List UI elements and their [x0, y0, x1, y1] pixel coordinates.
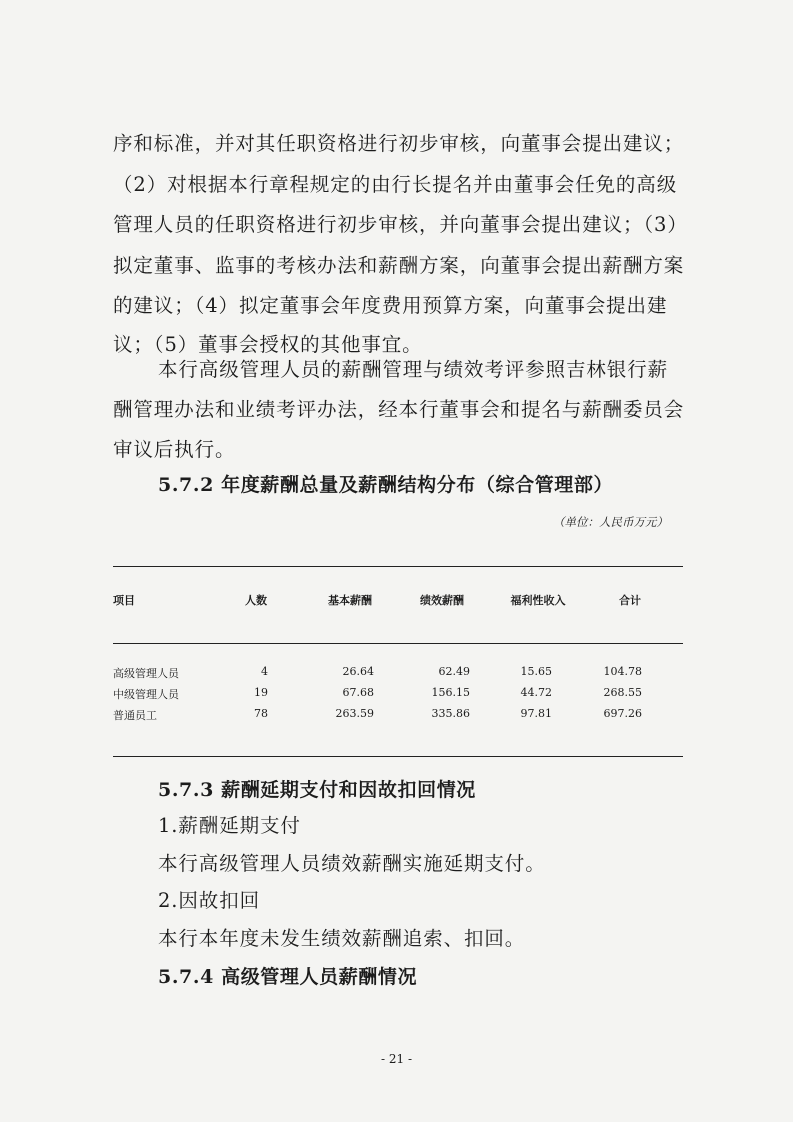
- row-performance-pay: 156.15: [431, 686, 470, 699]
- body-line-9: 审议后执行。: [113, 438, 236, 461]
- body-line-1: 序和标准，并对其任职资格进行初步审核，向董事会提出建议；: [113, 132, 685, 155]
- row-base-pay: 263.59: [335, 707, 374, 720]
- header-total: 合计: [619, 594, 641, 607]
- header-base-pay: 基本薪酬: [328, 594, 372, 607]
- row-base-pay: 67.68: [342, 686, 374, 699]
- subsection-deferred-text: 本行高级管理人员绩效薪酬实施延期支付。: [158, 852, 546, 875]
- table-unit-note: （单位：人民币万元）: [553, 515, 668, 529]
- row-total: 697.26: [603, 707, 642, 720]
- body-line-7: 本行高级管理人员的薪酬管理与绩效考评参照吉林银行薪: [158, 358, 669, 381]
- body-line-6: 议；（5）董事会授权的其他事宜。: [113, 333, 423, 356]
- row-total: 104.78: [603, 665, 642, 678]
- section-heading-574: 5.7.4 高级管理人员薪酬情况: [158, 966, 418, 988]
- section-heading-572: 5.7.2 年度薪酬总量及薪酬结构分布（综合管理部）: [158, 474, 614, 496]
- subsection-clawback-title: 2.因故扣回: [158, 889, 261, 912]
- row-base-pay: 26.64: [342, 665, 374, 678]
- body-line-3: 管理人员的任职资格进行初步审核，并向董事会提出建议；（3）: [113, 213, 688, 236]
- header-performance-pay: 绩效薪酬: [420, 594, 464, 607]
- row-benefits: 44.72: [520, 686, 552, 699]
- section-heading-573: 5.7.3 薪酬延期支付和因故扣回情况: [158, 779, 476, 801]
- row-benefits: 97.81: [520, 707, 552, 720]
- subsection-deferred-title: 1.薪酬延期支付: [158, 814, 301, 837]
- row-headcount: 78: [254, 707, 268, 720]
- header-item: 项目: [113, 594, 135, 607]
- body-line-8: 酬管理办法和业绩考评办法，经本行董事会和提名与薪酬委员会: [113, 398, 685, 421]
- row-benefits: 15.65: [520, 665, 552, 678]
- body-line-4: 拟定董事、监事的考核办法和薪酬方案，向董事会提出薪酬方案: [113, 254, 685, 277]
- row-label: 中级管理人员: [113, 688, 179, 701]
- table-header-rule: [113, 643, 683, 644]
- row-headcount: 19: [254, 686, 268, 699]
- row-performance-pay: 335.86: [431, 707, 470, 720]
- row-performance-pay: 62.49: [438, 665, 470, 678]
- row-total: 268.55: [603, 686, 642, 699]
- table-bottom-rule: [113, 756, 683, 757]
- body-line-2: （2）对根据本行章程规定的由行长提名并由董事会任免的高级: [113, 173, 678, 196]
- page-number: - 21 -: [380, 1052, 412, 1066]
- row-headcount: 4: [261, 665, 268, 678]
- header-headcount: 人数: [245, 594, 267, 607]
- header-benefits: 福利性收入: [510, 594, 566, 607]
- table-top-rule: [113, 566, 683, 567]
- subsection-clawback-text: 本行本年度未发生绩效薪酬追索、扣回。: [158, 927, 526, 950]
- body-line-5: 的建议；（4）拟定董事会年度费用预算方案，向董事会提出建: [113, 294, 668, 317]
- row-label: 高级管理人员: [113, 667, 179, 680]
- row-label: 普通员工: [113, 709, 157, 722]
